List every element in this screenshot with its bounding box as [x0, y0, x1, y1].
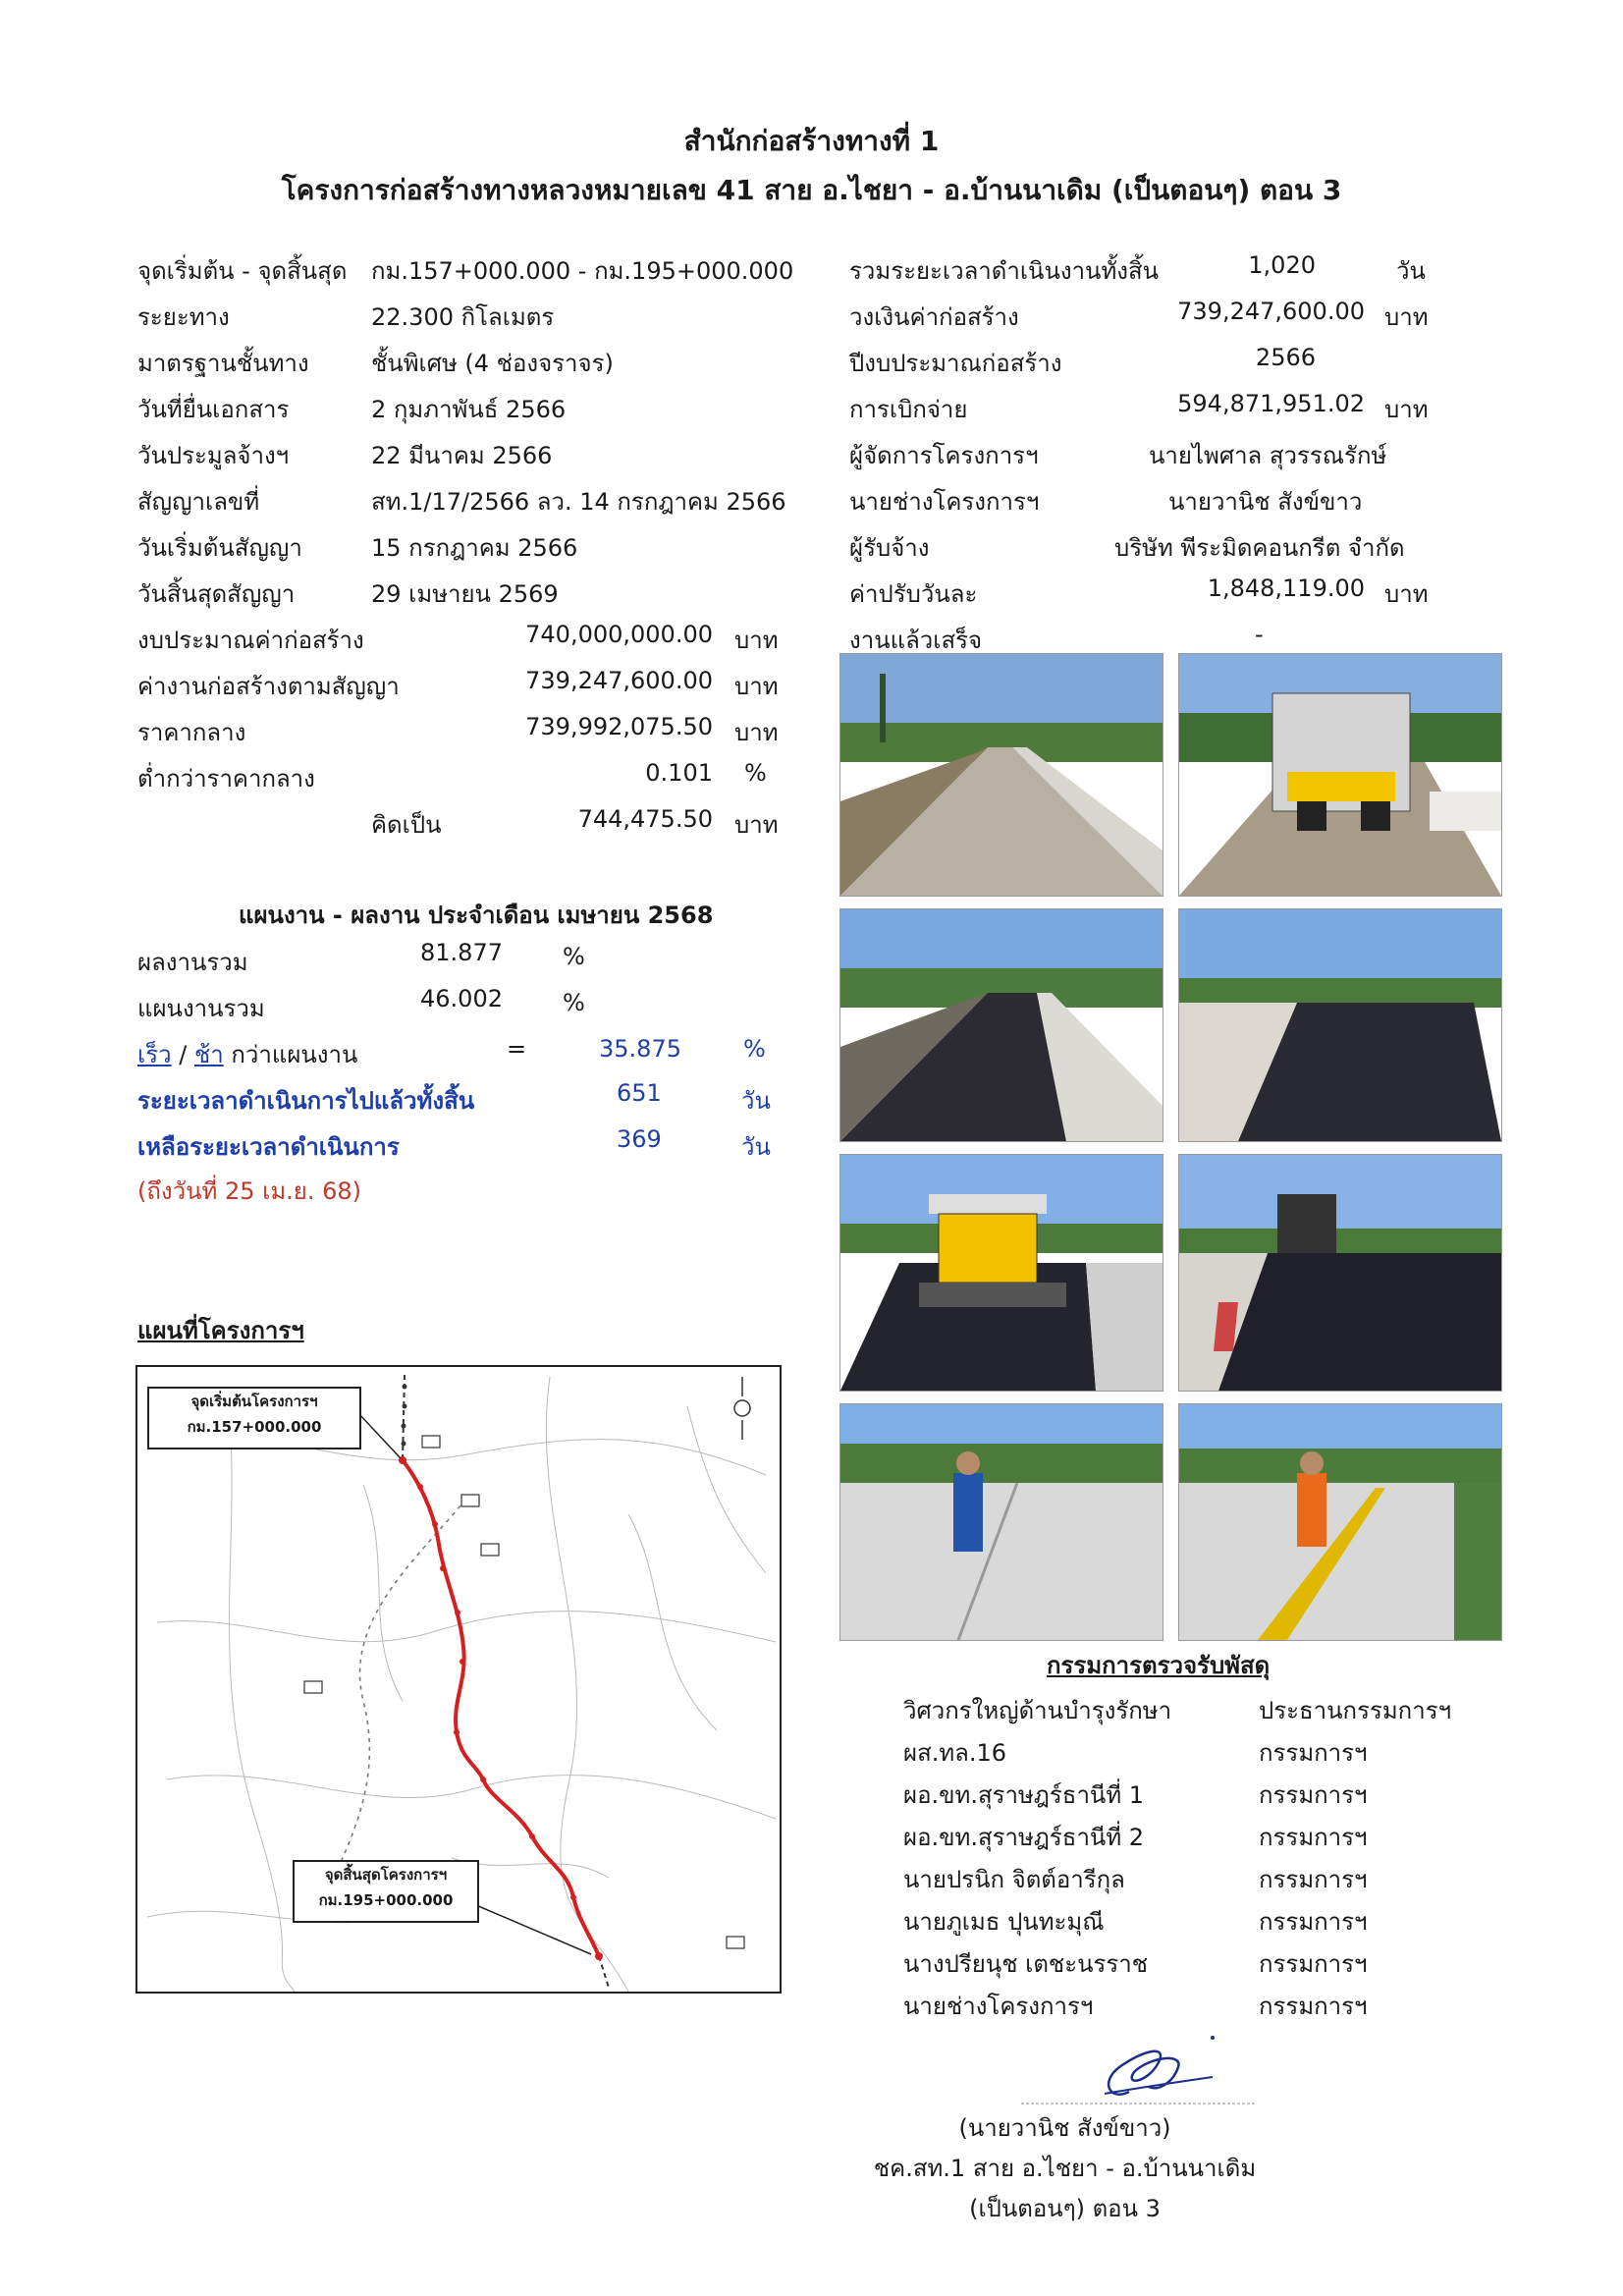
info-value: - — [1255, 621, 1264, 648]
photo-asphalt-surface — [1179, 909, 1501, 1141]
info-value: กม.157+000.000 - กม.195+000.000 — [371, 257, 794, 285]
handwritten-signature — [1011, 2023, 1267, 2111]
info-label: วันที่ยื่นเอกสาร — [137, 396, 290, 423]
committee-member-role: กรรมการฯ — [1259, 1908, 1368, 1936]
info-value: 29 เมษายน 2569 — [371, 580, 559, 608]
committee-member-role: กรรมการฯ — [1259, 1824, 1368, 1851]
info-value: 22 มีนาคม 2566 — [371, 442, 553, 469]
map-end-label: จุดสิ้นสุดโครงการฯ — [324, 1866, 448, 1884]
committee-member-role: กรรมการฯ — [1259, 1866, 1368, 1893]
map-start-km: กม.157+000.000 — [187, 1418, 322, 1436]
info-label: วันเริ่มต้นสัญญา — [137, 534, 302, 562]
info-label: การเบิกจ่าย — [849, 396, 968, 423]
as-of-date: (ถึงวันที่ 25 เม.ย. 68) — [137, 1177, 361, 1205]
budget-label: ต่ำกว่าราคากลาง — [137, 765, 315, 793]
committee-member-role: กรรมการฯ — [1259, 1950, 1368, 1978]
info-label: จุดเริ่มต้น - จุดสิ้นสุด — [137, 257, 348, 285]
committee-member-name: ผอ.ขท.สุราษฎร์ธานีที่ 1 — [903, 1781, 1145, 1809]
info-value: 739,247,600.00 — [1177, 298, 1365, 325]
info-label: ระยะทาง — [137, 303, 230, 331]
vs-plan-unit: % — [743, 1035, 766, 1063]
committee-member-name: ผอ.ขท.สุราษฎร์ธานีที่ 2 — [903, 1824, 1145, 1851]
info-label: ปีงบประมาณก่อสร้าง — [849, 350, 1062, 377]
info-label: ค่าปรับวันละ — [849, 580, 978, 608]
photo-yellow-line — [1179, 1404, 1501, 1640]
info-label: วันประมูลจ้างฯ — [137, 442, 290, 469]
info-unit: บาท — [1384, 303, 1429, 331]
map-end-km: กม.195+000.000 — [318, 1891, 454, 1909]
project-title: โครงการก่อสร้างทางหลวงหมายเลข 41 สาย อ.ไชยา - อ.บ้านนาเดิม (เป็นตอนๆ) ตอน 3 — [281, 174, 1342, 206]
fast-word: เร็ว — [137, 1041, 172, 1068]
budget-label: คิดเป็น — [371, 811, 442, 839]
budget-unit: บาท — [734, 673, 779, 700]
remaining-label: เหลือระยะเวลาดำเนินการ — [137, 1133, 400, 1161]
plan-value: 46.002 — [420, 985, 503, 1012]
info-label: นายช่างโครงการฯ — [849, 488, 1040, 516]
actual-unit: % — [563, 943, 585, 970]
info-label: วันสิ้นสุดสัญญา — [137, 580, 296, 608]
photo-roller — [1179, 1155, 1501, 1391]
site-photo-6 — [1178, 1154, 1502, 1392]
photo-prime-coat — [840, 909, 1163, 1141]
committee-member-role: ประธานกรรมการฯ — [1259, 1697, 1452, 1724]
info-value: ชั้นพิเศษ (4 ช่องจราจร) — [371, 350, 614, 377]
committee-member-name: นางปรียนุช เตชะนรราช — [903, 1950, 1149, 1978]
budget-amount: 0.101 — [645, 759, 713, 787]
photo-paver — [840, 1155, 1163, 1391]
progress-heading: แผนงาน - ผลงาน ประจำเดือน เมษายน 2568 — [239, 902, 714, 929]
actual-label: ผลงานรวม — [137, 949, 248, 976]
site-photo-5 — [839, 1154, 1163, 1392]
map-start-callout — [147, 1387, 361, 1449]
site-photo-1 — [839, 653, 1163, 897]
budget-unit: % — [744, 759, 767, 787]
info-value: 2566 — [1255, 344, 1316, 371]
budget-amount: 739,247,600.00 — [525, 667, 713, 694]
budget-amount: 740,000,000.00 — [525, 621, 713, 648]
site-photo-3 — [839, 908, 1163, 1142]
site-photo-4 — [1178, 908, 1502, 1142]
info-value: นายวานิช สังข์ขาว — [1168, 488, 1363, 516]
plan-unit: % — [563, 989, 585, 1016]
signer-section: (เป็นตอนๆ) ตอน 3 — [969, 2195, 1161, 2222]
elapsed-label: ระยะเวลาดำเนินการไปแล้วทั้งสิ้น — [137, 1087, 475, 1115]
elapsed-unit: วัน — [741, 1087, 771, 1115]
budget-label: ราคากลาง — [137, 719, 246, 746]
info-unit: วัน — [1396, 257, 1426, 285]
site-photo-8 — [1178, 1403, 1502, 1641]
committee-member-role: กรรมการฯ — [1259, 1993, 1368, 2020]
slash: / — [179, 1041, 188, 1068]
info-label: ผู้รับจ้าง — [849, 534, 930, 562]
map-end-callout — [293, 1860, 479, 1923]
vs-plan-label: กว่าแผนงาน — [231, 1041, 358, 1068]
elapsed-value: 651 — [617, 1079, 662, 1107]
info-label: ผู้จัดการโครงการฯ — [849, 442, 1039, 469]
committee-member-role: กรรมการฯ — [1259, 1739, 1368, 1767]
committee-member-name: นายภูเมธ ปุนทะมุณี — [903, 1908, 1105, 1936]
committee-heading: กรรมการตรวจรับพัสดุ — [1047, 1652, 1271, 1679]
info-value: บริษัท พีระมิดคอนกรีต จำกัด — [1114, 534, 1405, 562]
committee-member-name: วิศวกรใหญ่ด้านบำรุงรักษา — [903, 1697, 1172, 1724]
info-value: 15 กรกฎาคม 2566 — [371, 534, 578, 562]
budget-amount: 739,992,075.50 — [525, 713, 713, 740]
committee-member-name: ผส.ทล.16 — [903, 1739, 1007, 1767]
photo-line-marking — [840, 1404, 1163, 1640]
info-unit: บาท — [1384, 580, 1429, 608]
committee-member-role: กรรมการฯ — [1259, 1781, 1368, 1809]
signer-position: ชค.สท.1 สาย อ.ไชยา - อ.บ้านนาเดิม — [873, 2155, 1257, 2182]
project-map — [135, 1365, 782, 1994]
budget-amount: 744,475.50 — [577, 805, 713, 833]
budget-label: ค่างานก่อสร้างตามสัญญา — [137, 673, 400, 700]
photo-road-base — [840, 654, 1163, 896]
info-label: งานแล้วเสร็จ — [849, 627, 983, 654]
signer-name: (นายวานิช สังข์ขาว) — [958, 2114, 1171, 2142]
info-label: สัญญาเลขที่ — [137, 488, 260, 516]
info-value: สท.1/17/2566 ลว. 14 กรกฎาคม 2566 — [371, 488, 786, 516]
info-value: 594,871,951.02 — [1177, 390, 1365, 417]
info-value: 1,848,119.00 — [1207, 574, 1365, 602]
info-value: 1,020 — [1248, 251, 1316, 279]
vs-plan-value: 35.875 — [599, 1035, 681, 1063]
plan-label: แผนงานรวม — [137, 995, 265, 1022]
info-value: 2 กุมภาพันธ์ 2566 — [371, 396, 567, 423]
info-unit: บาท — [1384, 396, 1429, 423]
actual-value: 81.877 — [420, 939, 503, 966]
photo-road-machine — [1179, 654, 1501, 896]
info-label: รวมระยะเวลาดำเนินงานทั้งสิ้น — [849, 257, 1160, 285]
map-start-label: จุดเริ่มต้นโครงการฯ — [190, 1393, 318, 1410]
budget-unit: บาท — [734, 719, 779, 746]
slow-word: ช้า — [193, 1041, 224, 1068]
info-value: 22.300 กิโลเมตร — [371, 303, 555, 331]
budget-label: งบประมาณค่าก่อสร้าง — [137, 627, 364, 654]
vs-plan-row — [137, 1035, 357, 1073]
map-heading: แผนที่โครงการฯ — [137, 1317, 304, 1344]
budget-unit: บาท — [734, 627, 779, 654]
remaining-value: 369 — [617, 1125, 662, 1153]
committee-member-name: นายปรนิก จิตต์อารีกุล — [903, 1866, 1125, 1893]
office-title: สำนักก่อสร้างทางที่ 1 — [683, 125, 940, 157]
site-photo-7 — [839, 1403, 1163, 1641]
site-photo-2 — [1178, 653, 1502, 897]
info-label: วงเงินค่าก่อสร้าง — [849, 303, 1019, 331]
equals-sign: = — [507, 1035, 527, 1063]
info-label: มาตรฐานชั้นทาง — [137, 350, 309, 377]
remaining-unit: วัน — [741, 1133, 771, 1161]
committee-member-name: นายช่างโครงการฯ — [903, 1993, 1094, 2020]
info-value: นายไพศาล สุวรรณรักษ์ — [1149, 442, 1387, 469]
budget-unit: บาท — [734, 811, 779, 839]
